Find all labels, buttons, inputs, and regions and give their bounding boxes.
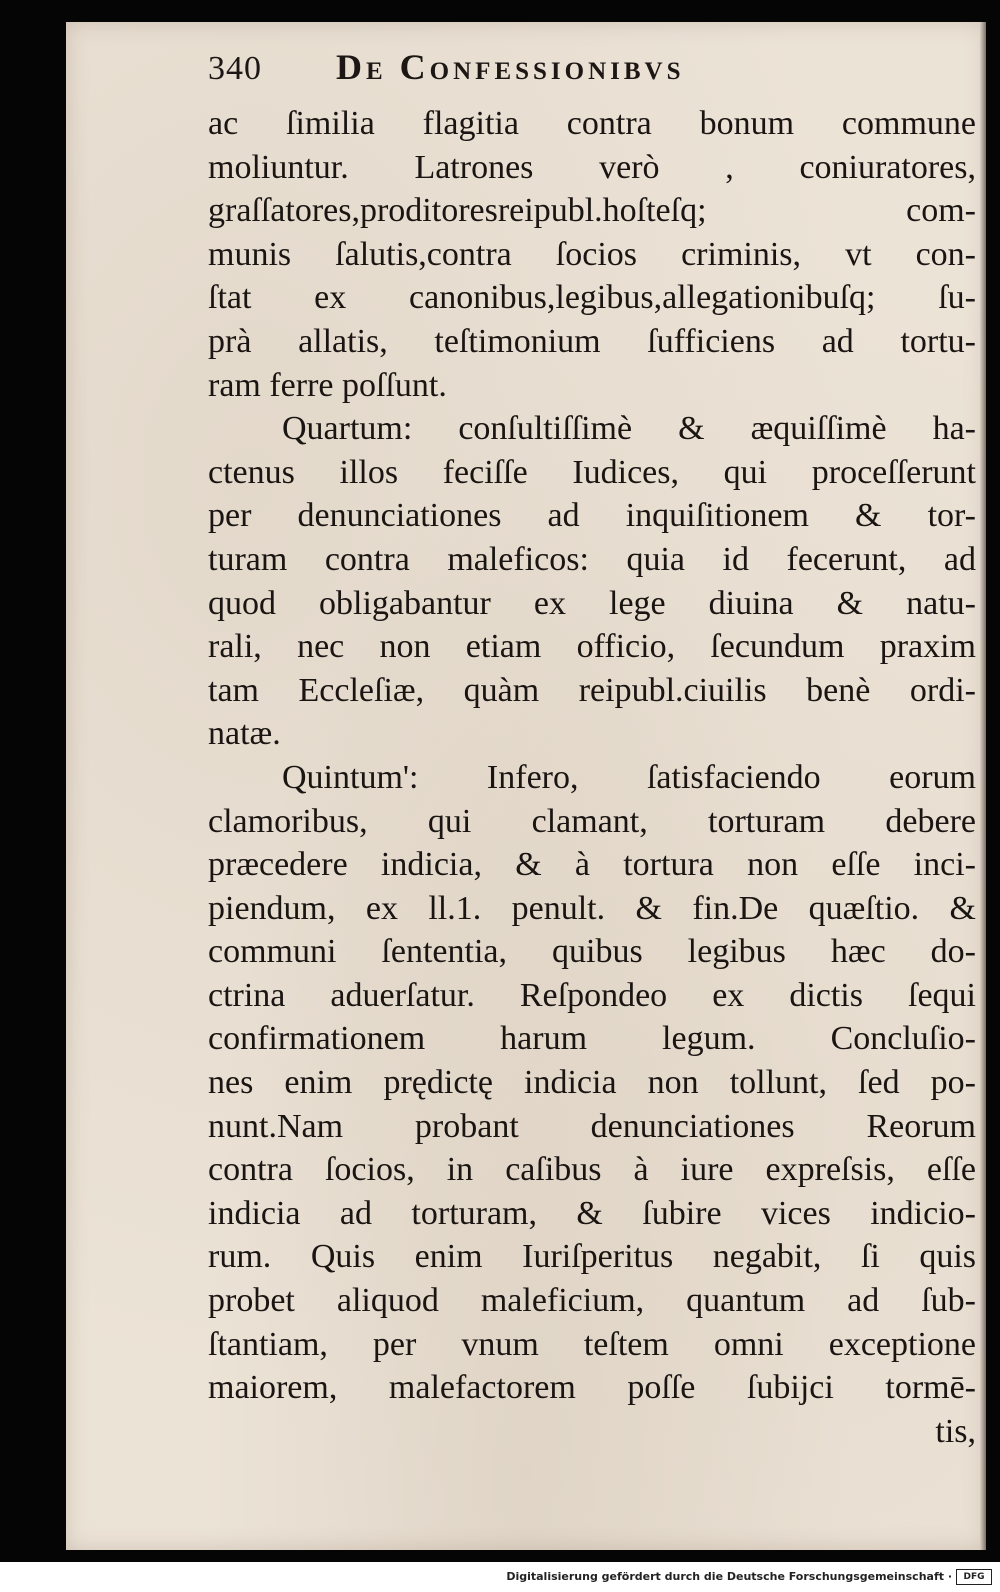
catchword: tis, [935, 1412, 976, 1450]
body-text [208, 102, 976, 1453]
text-line: nunt.Nam probant denunciationes Reorum [208, 1107, 976, 1145]
dfg-logo: DFG [956, 1569, 992, 1585]
text-line: rum. Quis enim Iuriſperitus negabit, ſi quis [208, 1238, 976, 1276]
text-line: prà allatis, teſtimonium ſufficiens ad tortu- [208, 322, 976, 360]
funding-credit: Digitalisierung gefördert durch die Deutsche Forschungsgemeinschaft · [506, 1570, 952, 1583]
text-line: contra ſocios, in caſibus à iure expreſsis, eſſe [208, 1151, 976, 1189]
text-line: ctenus illos feciſſe Iudices, qui proceſſerunt [208, 453, 976, 491]
text-line: munis ſalutis,contra ſocios criminis, vt con- [208, 235, 976, 273]
text-line: graſſatores,proditoresreipubl.hoſteſq; com- [208, 192, 976, 230]
paragraph-start-line: Quartum: conſultiſſimè & æquiſſimè ha- [282, 410, 976, 448]
text-line: ram ferre poſſunt. [208, 366, 447, 404]
text-line: tam Eccleſiæ, quàm reipubl.ciuilis benè ordi- [208, 671, 976, 709]
text-line: nes enim prędictę indicia non tollunt, ſed po- [208, 1064, 976, 1102]
text-line: indicia ad torturam, & ſubire vices indicio- [208, 1194, 976, 1232]
text-line: clamoribus, qui clamant, torturam debere [208, 802, 976, 840]
text-line: ſtantiam, per vnum teſtem omni exceptione [208, 1325, 976, 1363]
running-title: De Confessionibvs [336, 47, 685, 87]
digitization-footer [0, 1562, 1000, 1592]
text-line: turam contra maleficos: quia id fecerunt, ad [208, 540, 976, 578]
text-line: per denunciationes ad inquiſitionem & tor- [208, 497, 976, 535]
page-number: 340 [208, 50, 262, 87]
page-edge [980, 22, 986, 1550]
text-line: maiorem, malefactorem poſſe ſubijci tormē- [208, 1369, 976, 1407]
text-line: piendum, ex ll.1. penult. & fin.De quæſtio. & [208, 889, 976, 927]
text-line: ctrina aduerſatur. Reſpondeo ex dictis ſequi [208, 976, 976, 1014]
text-line: præcedere indicia, & à tortura non eſſe inci- [208, 846, 976, 884]
text-line: ſtat ex canonibus,legibus,allegationibuſq; ſu- [208, 279, 976, 317]
text-line: ac ſimilia flagitia contra bonum commune [208, 105, 976, 142]
text-line: moliuntur. Latrones verò , coniuratores, [208, 148, 976, 186]
text-line: probet aliquod maleficium, quantum ad ſub- [208, 1282, 976, 1320]
text-line: natæ. [208, 715, 281, 753]
text-line: quod obligabantur ex lege diuina & natu- [208, 584, 976, 622]
text-line: confirmationem harum legum. Concluſio- [208, 1020, 976, 1058]
text-line: communi ſententia, quibus legibus hæc do- [208, 933, 976, 971]
page-header [208, 42, 948, 102]
paragraph-start-line: Quintum': Infero, ſatisfaciendo eorum [282, 758, 976, 796]
text-line: rali, nec non etiam officio, ſecundum praxim [208, 628, 976, 666]
